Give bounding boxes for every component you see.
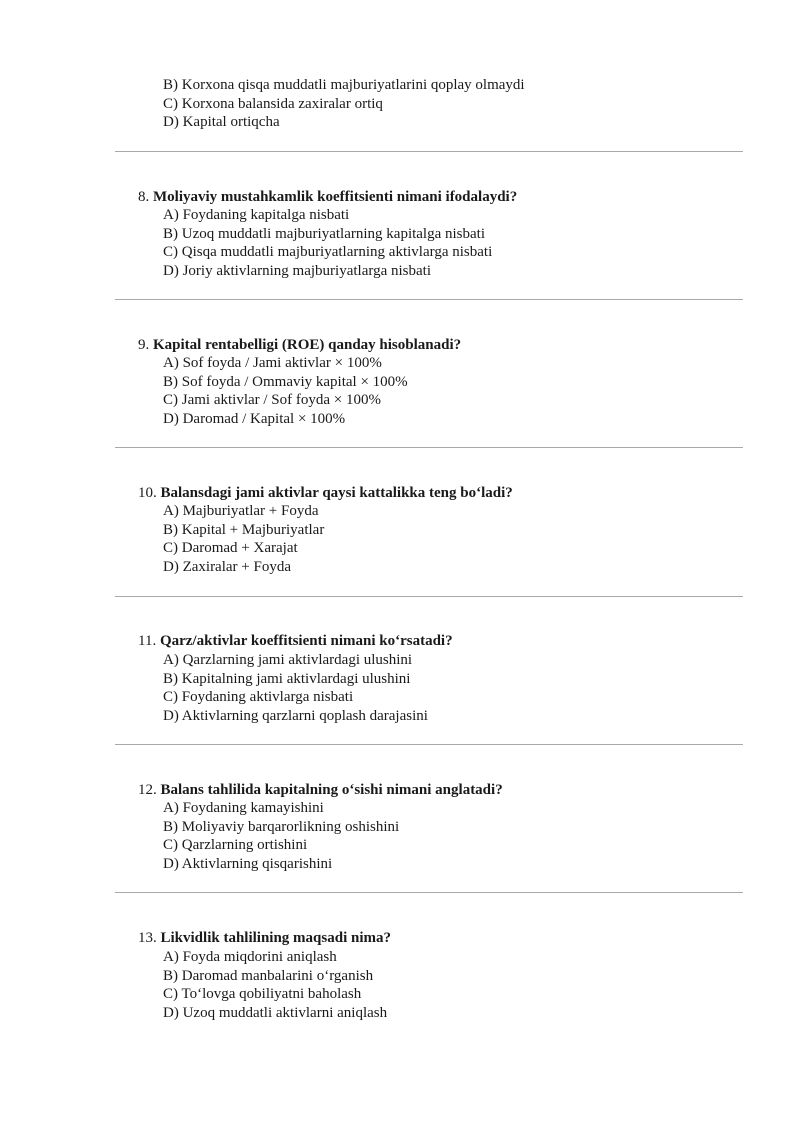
option-c: C) Korxona balansida zaxiralar ortiq <box>163 95 383 112</box>
option-d: D) Uzoq muddatli aktivlarni aniqlash <box>163 1004 388 1021</box>
option-b: B) Uzoq muddatli majburiyatlarning kapitalga nisbati <box>163 225 486 242</box>
divider <box>115 447 743 448</box>
question-text: Likvidlik tahlilining maqsadi nima? <box>160 930 392 946</box>
divider <box>115 596 743 597</box>
option-c: C) Qisqa muddatli majburiyatlarning aktivlarga nisbati <box>163 244 493 261</box>
option-c: C) Daromad + Xarajat <box>163 540 298 557</box>
divider <box>115 892 743 893</box>
option-b: B) Daromad manbalarini o‘rganish <box>163 967 374 984</box>
question-11-title <box>138 632 453 650</box>
option-b: B) Korxona qisqa muddatli majburiyatlarini qoplay olmaydi <box>163 77 525 93</box>
option-c: C) Foydaning aktivlarga nisbati <box>163 689 354 706</box>
option-d: D) Aktivlarning qisqarishini <box>163 855 333 872</box>
option-d: D) Joriy aktivlarning majburiyatlarga nisbati <box>163 262 431 279</box>
question-13-title <box>138 929 391 947</box>
option-d: D) Daromad / Kapital × 100% <box>163 410 346 427</box>
option-a: A) Majburiyatlar + Foyda <box>163 503 319 519</box>
question-number: 10. <box>138 485 157 501</box>
question-number: 8. <box>138 189 150 205</box>
option-b: B) Sof foyda / Ommaviy kapital × 100% <box>163 373 408 390</box>
question-10-options <box>163 502 324 576</box>
question-number: 11. <box>138 633 157 649</box>
option-b: B) Kapital + Majburiyatlar <box>163 521 325 538</box>
option-d: D) Kapital ortiqcha <box>163 114 280 131</box>
question-8-title <box>138 188 517 206</box>
question-7-options <box>163 76 525 132</box>
option-a: A) Foydaning kamayishini <box>163 800 324 816</box>
question-text: Balans tahlilida kapitalning o‘sishi nimani anglatadi? <box>160 782 503 798</box>
question-9-options <box>163 354 408 428</box>
divider <box>115 151 743 152</box>
question-11-options <box>163 651 428 725</box>
question-8-options <box>163 206 492 280</box>
option-c: C) Qarzlarning ortishini <box>163 837 308 854</box>
question-text: Qarz/aktivlar koeffitsienti nimani ko‘rsatadi? <box>159 633 453 649</box>
option-b: B) Kapitalning jami aktivlardagi ulushini <box>163 670 411 687</box>
option-c: C) Jami aktivlar / Sof foyda × 100% <box>163 392 382 409</box>
question-text: Kapital rentabelligi (ROE) qanday hisoblanadi? <box>153 337 462 353</box>
option-d: D) Aktivlarning qarzlarni qoplash darajasini <box>163 707 428 724</box>
question-10-title <box>138 484 513 502</box>
option-c: C) To‘lovga qobiliyatni baholash <box>163 986 362 1003</box>
question-12-options <box>163 799 399 873</box>
question-text: Balansdagi jami aktivlar qaysi kattalikka teng bo‘ladi? <box>160 485 513 501</box>
divider <box>115 744 743 745</box>
question-number: 12. <box>138 782 157 798</box>
question-12-title <box>138 781 503 799</box>
divider <box>115 299 743 300</box>
option-a: A) Sof foyda / Jami aktivlar × 100% <box>163 355 382 371</box>
option-a: A) Qarzlarning jami aktivlardagi ulushini <box>163 652 413 668</box>
option-a: A) Foydaning kapitalga nisbati <box>163 207 350 223</box>
question-number: 13. <box>138 930 157 946</box>
question-number: 9. <box>138 337 150 353</box>
option-d: D) Zaxiralar + Foyda <box>163 558 291 575</box>
question-text: Moliyaviy mustahkamlik koeffitsienti nimani ifodalaydi? <box>153 189 518 205</box>
question-13-options <box>163 948 387 1022</box>
option-a: A) Foyda miqdorini aniqlash <box>163 949 337 965</box>
question-9-title <box>138 336 461 354</box>
option-b: B) Moliyaviy barqarorlikning oshishini <box>163 818 400 835</box>
